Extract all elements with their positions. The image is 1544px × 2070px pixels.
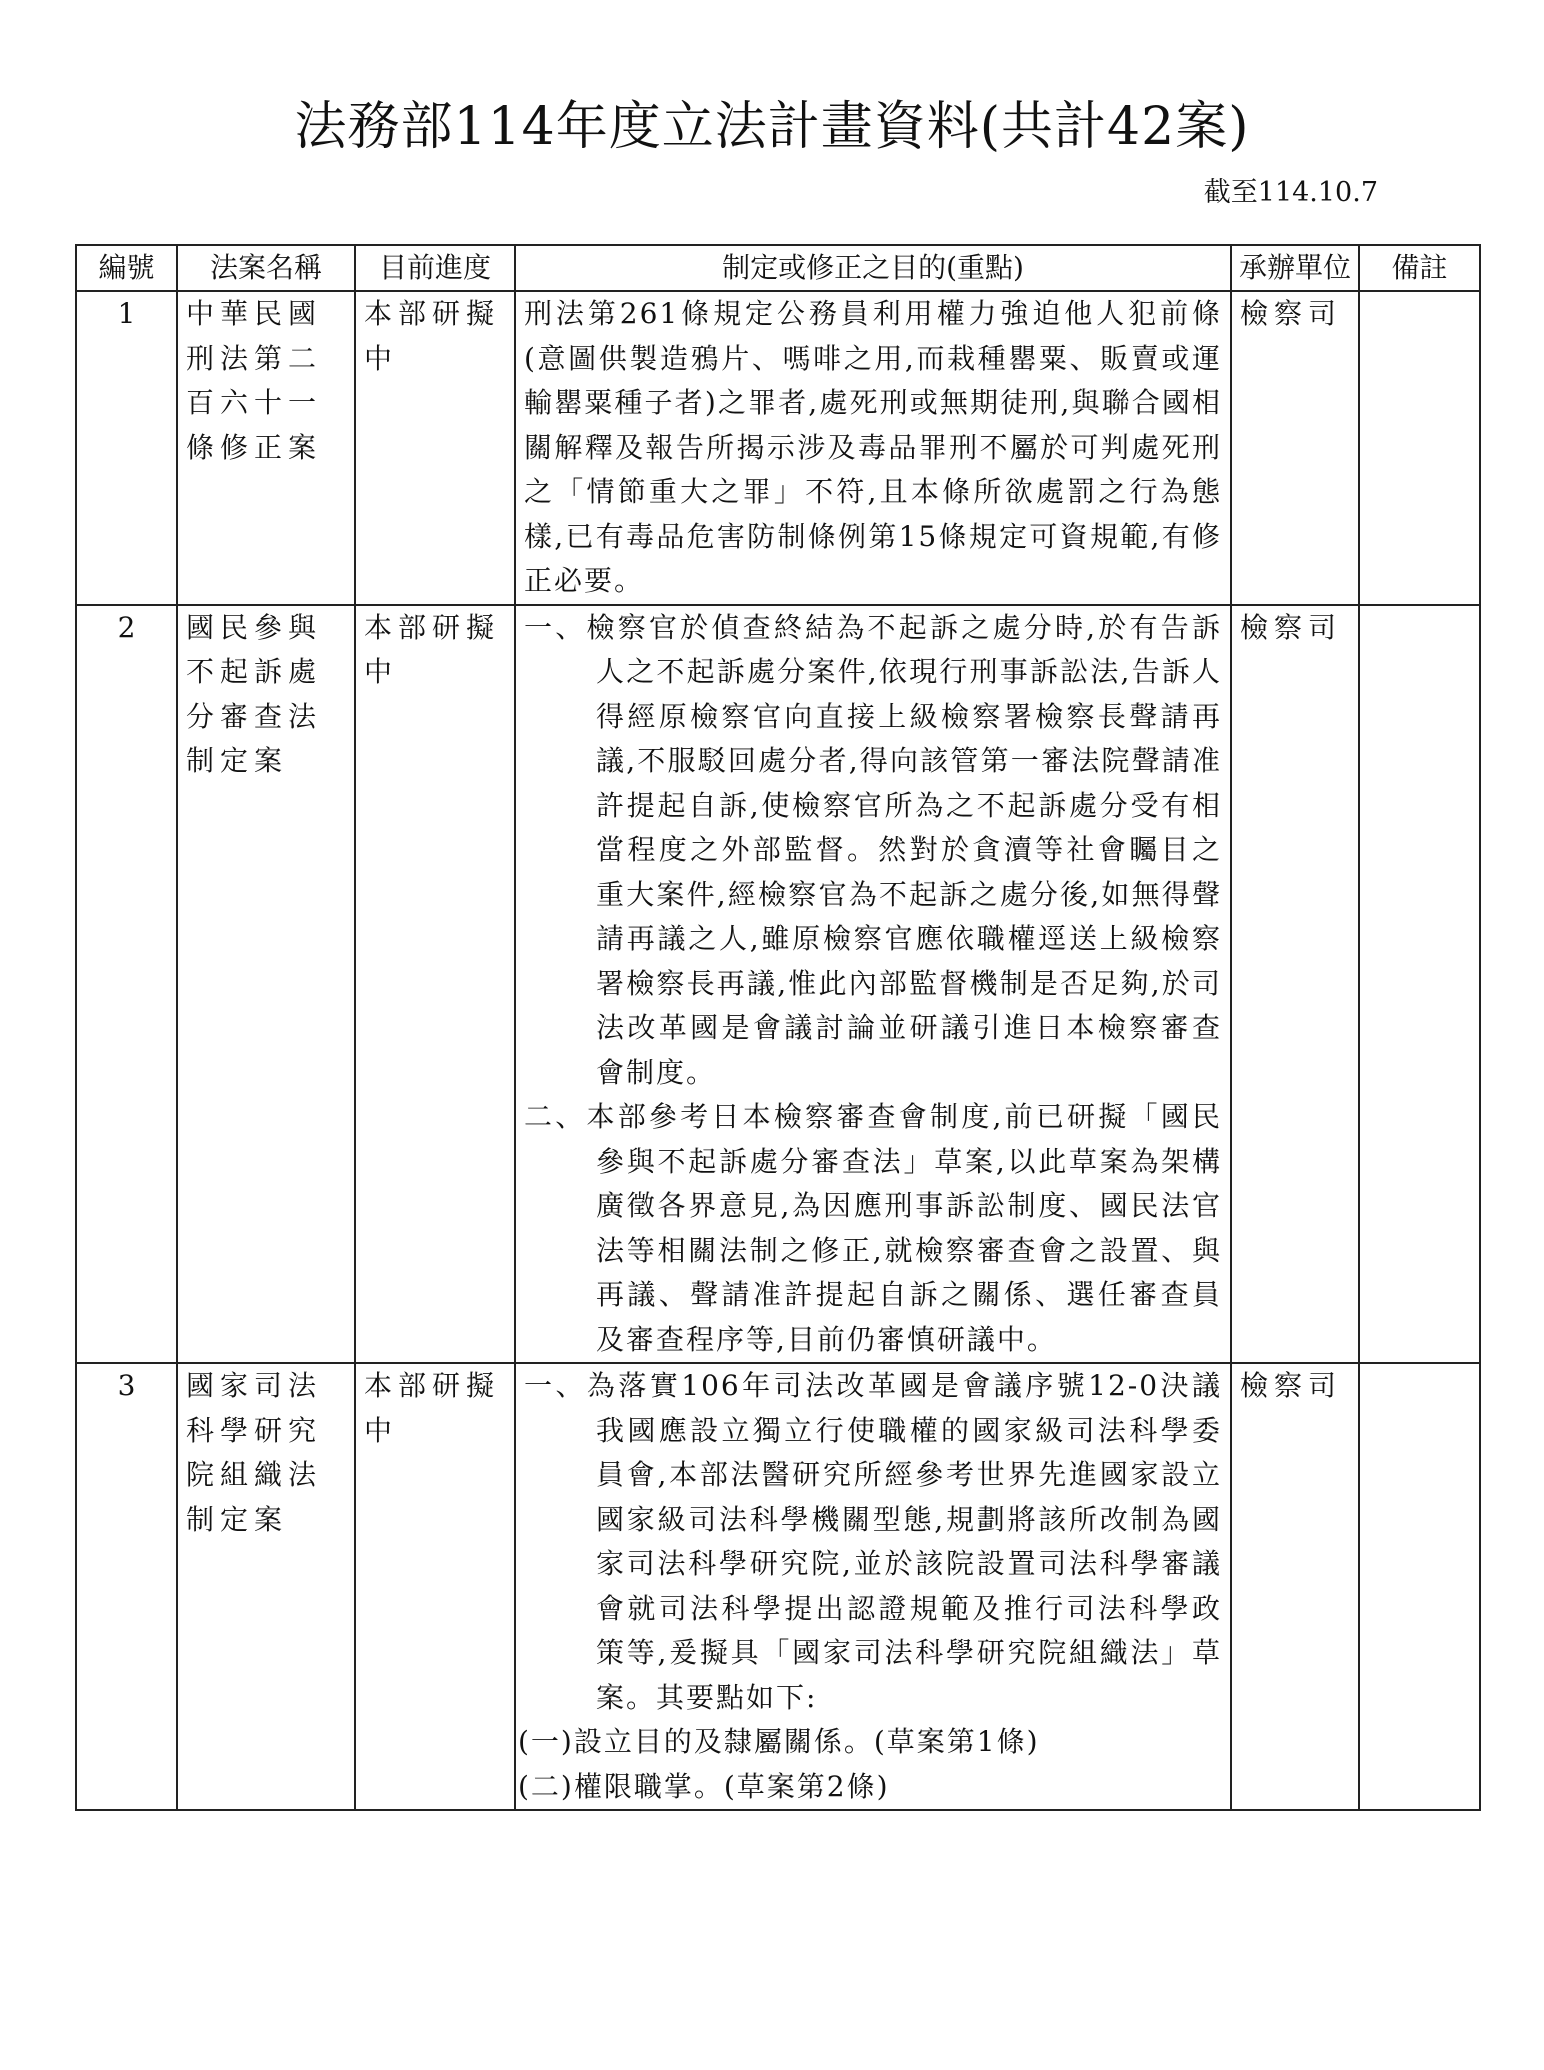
table-header-row bbox=[76, 245, 1480, 291]
legislative-plan-table bbox=[75, 244, 1481, 1811]
bill-status: 本部研擬中 bbox=[355, 1363, 515, 1810]
purpose-text: 刑法第261條規定公務員利用權力強迫他人犯前條(意圖供製造鴉片、嗎啡之用,而栽種罌粟、販賣或運輸罌粟種子者)之罪者,處死刑或無期徒刑,與聯合國相關解釋及報告所揭示涉及毒品罪刑不屬於可判處死刑之「情節重大之罪」不符,且本條所欲處罰之行為態樣,已有毒品危害防制條例第15條規定可資規範,有修正必要。 bbox=[524, 297, 1222, 597]
bill-note bbox=[1359, 605, 1480, 1364]
header-purpose: 制定或修正之目的(重點) bbox=[515, 245, 1231, 291]
bill-purpose bbox=[515, 291, 1231, 605]
as-of-date: 截至114.10.7 bbox=[1203, 177, 1378, 208]
purpose-item: 二、本部參考日本檢察審查會制度,前已研擬「國民參與不起訴處分審查法」草案,以此草案為架構廣徵各界意見,為因應刑事訴訟制度、國民法官法等相關法制之修正,就檢察審查會之設置、與再議、聲請准許提起自訴之關係、選任審查員及審查程序等,目前仍審慎研議中。 bbox=[524, 1100, 1222, 1356]
responsible-unit: 檢察司 bbox=[1231, 291, 1359, 605]
row-number: 3 bbox=[76, 1363, 177, 1810]
bill-purpose bbox=[515, 605, 1231, 1364]
purpose-subitem: (一)設立目的及隸屬關係。(草案第1條) bbox=[518, 1725, 1040, 1758]
bill-note bbox=[1359, 291, 1480, 605]
row-number: 2 bbox=[76, 605, 177, 1364]
document-title: 法務部114年度立法計畫資料(共計42案) bbox=[294, 97, 1250, 157]
bill-status: 本部研擬中 bbox=[355, 605, 515, 1364]
header-status: 目前進度 bbox=[355, 245, 515, 291]
responsible-unit: 檢察司 bbox=[1231, 1363, 1359, 1810]
header-unit: 承辦單位 bbox=[1231, 245, 1359, 291]
bill-status: 本部研擬中 bbox=[355, 291, 515, 605]
header-name: 法案名稱 bbox=[177, 245, 355, 291]
table-row bbox=[76, 291, 1480, 605]
purpose-item: 一、為落實106年司法改革國是會議序號12-0決議我國應設立獨立行使職權的國家級司法科學委員會,本部法醫研究所經參考世界先進國家設立國家級司法科學機關型態,規劃將該所改制為國家司法科學研究院,並於該院設置司法科學審議會就司法科學提出認證規範及推行司法科學政策等,爰擬具「國家司法科學研究院組織法」草案。其要點如下: bbox=[524, 1369, 1222, 1714]
bill-name: 中華民國刑法第二百六十一條修正案 bbox=[177, 291, 355, 605]
table-row bbox=[76, 605, 1480, 1364]
header-note: 備註 bbox=[1359, 245, 1480, 291]
purpose-subitem: (二)權限職掌。(草案第2條) bbox=[518, 1769, 890, 1803]
purpose-item: 一、檢察官於偵查終結為不起訴之處分時,於有告訴人之不起訴處分案件,依現行刑事訴訟法,告訴人得經原檢察官向直接上級檢察署檢察長聲請再議,不服駁回處分者,得向該管第一審法院聲請准許提起自訴,使檢察官所為之不起訴處分受有相當程度之外部監督。然對於貪瀆等社會矚目之重大案件,經檢察官為不起訴之處分後,如無得聲請再議之人,雖原檢察官應依職權逕送上級檢察署檢察長再議,惟此內部監督機制是否足夠,於司法改革國是會議討論並研議引進日本檢察審查會制度。 bbox=[524, 610, 1222, 1089]
bill-name: 國家司法科學研究院組織法制定案 bbox=[177, 1363, 355, 1810]
row-number: 1 bbox=[76, 291, 177, 605]
bill-note bbox=[1359, 1363, 1480, 1810]
bill-name: 國民參與不起訴處分審查法制定案 bbox=[177, 605, 355, 1364]
responsible-unit: 檢察司 bbox=[1231, 605, 1359, 1364]
header-no: 編號 bbox=[76, 245, 177, 291]
bill-purpose bbox=[515, 1363, 1231, 1810]
table-row bbox=[76, 1363, 1480, 1810]
